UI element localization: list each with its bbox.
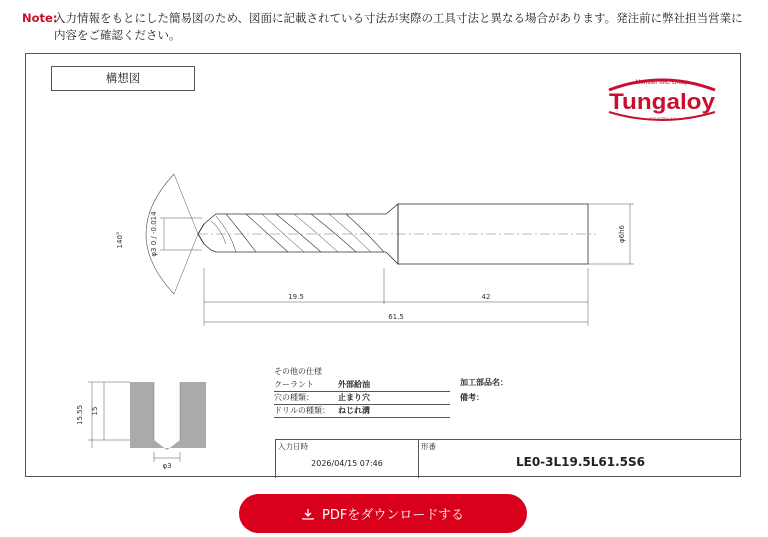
date-caption: 入力日時 <box>278 442 308 451</box>
spec-row <box>274 392 450 405</box>
spec-key: クーラント <box>274 380 314 389</box>
part-name-label: 加工部品名： <box>460 378 508 387</box>
spec-value: ねじれ溝 <box>338 406 370 415</box>
spec-value: 止まり穴 <box>338 393 370 402</box>
logo-main: Tungaloy <box>609 89 716 114</box>
pdf-download-button[interactable] <box>239 494 527 533</box>
pdf-download-label: PDFをダウンロードする <box>322 508 464 523</box>
model-caption: 形番 <box>421 442 436 451</box>
spec-key: ドリルの種類： <box>274 406 330 415</box>
download-icon <box>302 508 314 520</box>
date-value: 2026/04/15 07:46 <box>311 459 383 468</box>
drawing-title: 構想図 <box>51 66 195 91</box>
drawing-sheet <box>25 53 741 477</box>
note-label: Note: <box>22 11 58 25</box>
model-cell <box>419 440 742 478</box>
spec-row <box>274 405 450 418</box>
angle-label: 140° <box>116 231 124 249</box>
hole-dia: φ3 <box>162 462 172 470</box>
model-number: LE0-3L19.5L61.5S6 <box>515 455 646 469</box>
total-len-label: 61.5 <box>388 313 404 321</box>
shank-dia-label: φ6h6 <box>618 225 626 243</box>
spec-row <box>274 379 450 392</box>
spec-heading: その他の仕様 <box>274 367 322 376</box>
spec-key: 穴の種類： <box>274 393 314 402</box>
shank-len-label: 42 <box>481 293 491 301</box>
hole-depth-total: 15.55 <box>76 404 84 426</box>
spec-value: 外部給油 <box>338 380 370 389</box>
date-cell <box>276 440 419 478</box>
flute-len-label: 19.5 <box>288 293 304 301</box>
spec-table <box>274 365 450 418</box>
logo-top: Member IMC Group <box>635 80 689 86</box>
remarks-label: 備考： <box>460 393 484 402</box>
note-text: 入力情報をもとにした簡易図のため、図面に記載されている寸法が実際の工具寸法と異なる場合があります。発注前に弊社担当営業に内容をご確認ください。 <box>54 11 743 42</box>
diameter-label: φ3 0 / -0.014 <box>150 211 158 257</box>
title-block <box>275 439 742 478</box>
logo-bottom: INDUSTRY 4.0 <box>648 116 676 121</box>
hole-depth: 15 <box>91 406 99 416</box>
